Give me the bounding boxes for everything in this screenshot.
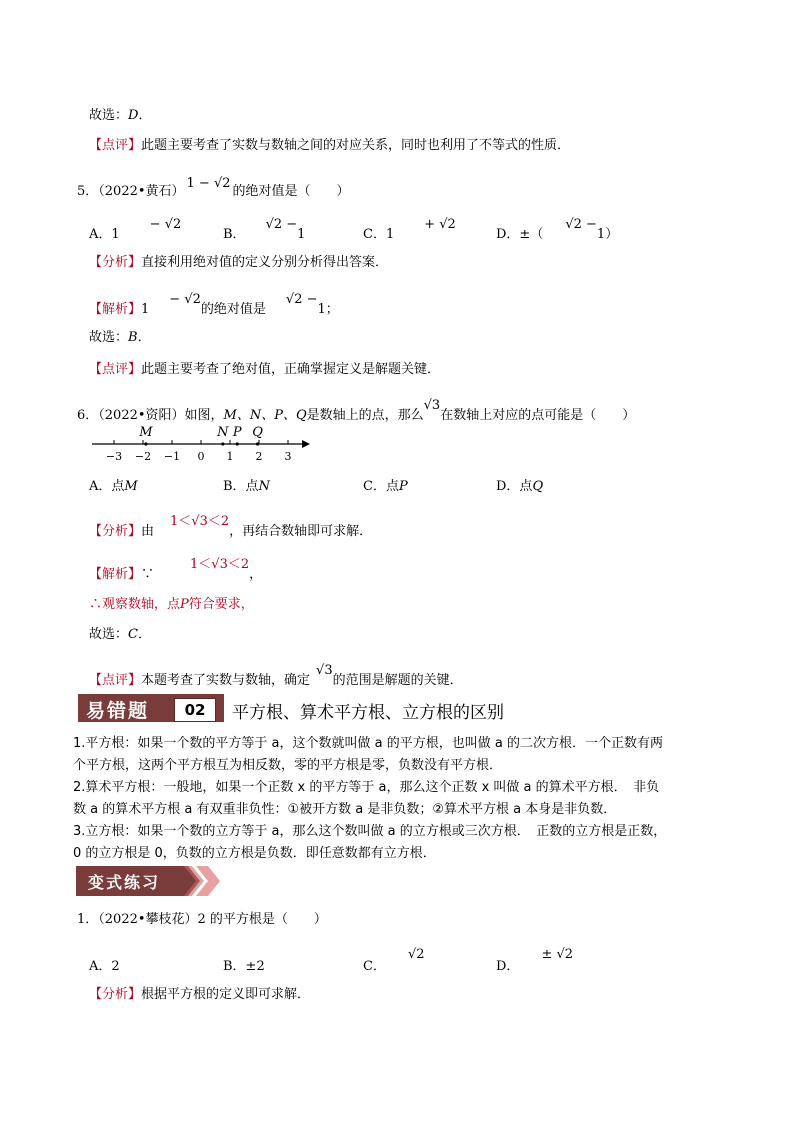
q5-analysis [89,251,388,270]
section-paragraph: 数 a 的算术平方根 a 有双重非负性：①被开方数 a 是非负数；②算术平方根 a 本身是非负数． [73,802,617,817]
q6-option-d-point: Q [532,479,544,494]
q6-analysis-pre: 由 [141,524,155,539]
q5-solution [89,292,339,317]
q6-comment-expr: √3 [316,663,333,678]
q5-answer: 故选：B． [89,330,151,345]
q6-option-c[interactable] [363,475,408,494]
p1-stem: 1．（2022•攀枝花）2 的平方根是（ ） [77,912,327,927]
p1-analysis-text: 根据平方根的定义即可求解． [141,987,311,1002]
q5-option-b[interactable] [223,217,306,242]
q6-stem-prefix: 6．（2022•资阳）如图， [77,408,224,423]
q5-solution-end: 1； [317,302,339,317]
q6-stem-suffix: 在数轴上对应的点可能是（ ） [440,408,636,423]
answer-letter: D [128,108,139,123]
q5-comment [89,358,440,377]
comment-text: 此题主要考查了实数与数轴之间的对应关系，同时也利用了不等式的性质． [141,138,571,153]
q6-solution-post: ， [249,567,263,582]
q5-answer-letter: B [128,330,138,345]
q6-option-b[interactable] [223,475,270,494]
p1-option-b-label: B．±2 [223,959,265,974]
number-line-point-label: N [217,425,229,440]
q6-option-c-label: C．点 [363,479,399,494]
q5-option-d-expr: √2 − [565,217,597,232]
q6-option-a[interactable] [89,475,138,494]
q5-comment-text: 此题主要考查了绝对值，正确掌握定义是解题关键． [141,362,441,377]
q5-option-c[interactable] [363,217,456,242]
q5-solution-a: 1 [141,302,150,317]
p1-option-c-expr: √2 [407,947,425,962]
q6-solution [89,557,263,582]
q5-stem-expr: 1 − √2 [186,176,231,191]
q5-option-c-expr: + √2 [424,217,456,232]
q6-solution-tag: 【解析】 [89,567,142,582]
p1-option-d-label: D． [496,959,520,974]
q6-option-b-point: N [258,479,270,494]
p1-option-d-expr: ± √2 [541,947,574,962]
number-line-point [144,442,147,445]
section-badge: 易错题 [86,700,150,722]
p1-option-a[interactable] [89,955,120,974]
number-line-point-label: M [139,425,153,440]
q6-option-c-point: P [398,479,408,494]
number-line-point [256,442,259,445]
q5-option-b-tail: 1 [297,227,306,242]
q6-stem-mid: 是数轴上的点，那么 [306,408,424,423]
q5-option-a[interactable] [89,217,182,242]
q6-solution-expr: 1＜√3＜2 [190,557,250,572]
q5-stem-suffix: 的绝对值是（ ） [232,184,350,199]
q5-solution-expr: − √2 [169,292,201,307]
q6-option-b-label: B．点 [223,479,259,494]
p1-option-a-label: A．2 [89,959,120,974]
number-line-arrow [302,440,310,448]
q6-therefore-point: P [180,597,189,612]
q6-analysis-post: ，再结合数轴即可求解． [229,524,373,539]
number-line-tick-label: 3 [284,450,292,463]
q6-answer: 故选：C． [89,627,151,642]
number-line-point-label: Q [252,425,263,440]
q5-option-b-label: B． [223,227,246,242]
section-paragraph: 3.立方根：如果一个数的立方等于 a，那么这个数叫做 a 的立方根或三次方根． 正数的立方根是正数， [73,824,667,839]
section-number: 02 [174,698,216,722]
q6-comment-post: 的范围是解题的关键． [332,673,463,688]
q6-stem-points: M、N、P、Q [223,408,307,423]
q5-option-d-tail: 1） [596,227,619,242]
q6-analysis-expr: 1＜√3＜2 [170,514,230,529]
section-paragraph: 0 的立方根是 0，负数的立方根是负数．即任意数都有立方根． [73,846,436,861]
number-line-point-label: P [232,425,242,440]
q5-solution-res: √2 − [285,292,318,307]
q6-comment-tag: 【点评】 [89,673,142,688]
number-line-point [236,442,239,445]
p1-option-c-label: C． [363,959,386,974]
q6-answer-label: 故选： [89,627,129,642]
q6-therefore-post: 符合要求， [188,597,254,612]
p1-analysis-tag: 【分析】 [89,987,142,1002]
q6-comment-pre: 本题考查了实数与数轴，确定 [141,673,311,688]
section-paragraph: 2.算术平方根：一般地，如果一个正数 x 的平方等于 a，那么这个正数 x 叫做 a 的算术平方根． 非负 [73,780,660,795]
section-paragraph: 个平方根，这两个平方根互为相反数，零的平方根是零，负数没有平方根． [73,758,503,773]
q6-therefore [89,593,254,612]
practice-label: 变式练习 [88,873,161,892]
q6-stem-expr: √3 [423,398,441,413]
p1-option-d[interactable] [496,947,574,974]
section-body [73,733,666,865]
section-paragraph: 1.平方根：如果一个数的平方等于 a，这个数就叫做 a 的平方根，也叫做 a 的二次方根．一个正数有两 [73,736,663,751]
q6-option-d-label: D．点 [496,479,533,494]
number-line-tick-label: 0 [197,450,205,463]
q5-option-a-expr: − √2 [149,217,182,232]
number-line-tick-label: −3 [105,450,123,463]
q5-stem-prefix: 5．（2022•黄石） [77,184,185,199]
q5-answer-label: 故选： [89,330,129,345]
q6-option-a-label: A．点 [89,479,125,494]
answer-label: 故选： [89,108,129,123]
q5-option-a-label: A．1 [89,227,120,242]
p1-option-b[interactable] [223,955,265,974]
number-line-tick-label: 1 [226,450,234,463]
answer-line: 故选：D． [89,108,152,123]
q5-option-d[interactable] [496,217,619,242]
q5-analysis-text: 直接利用绝对值的定义分别分析得出答案． [141,255,389,270]
comment-line [89,134,570,153]
number-line-tick-label: 2 [255,450,263,463]
number-line-point [221,442,224,445]
number-line-tick-label: −1 [163,450,181,463]
q6-option-a-point: M [124,479,138,494]
q5-solution-tag: 【解析】 [89,302,142,317]
p1-analysis [89,983,310,1002]
q5-stem [77,176,350,199]
q5-option-c-label: C．1 [363,227,395,242]
q6-analysis-tag: 【分析】 [89,524,142,539]
comment-tag: 【点评】 [89,138,142,153]
q5-option-d-label: D．±（ [496,227,544,242]
q6-analysis [89,514,373,539]
q6-therefore-pre: ∴观察数轴，点 [89,597,181,612]
q6-answer-letter: C [128,627,138,642]
number-line-tick-label: −2 [134,450,152,463]
q5-comment-tag: 【点评】 [89,362,142,377]
q5-analysis-tag: 【分析】 [89,255,142,270]
p1-option-c[interactable] [363,947,425,974]
q6-solution-pre: ∵ [141,567,155,582]
number-line [88,420,318,464]
q5-solution-mid: 的绝对值是 [200,302,266,317]
q5-option-b-expr: √2 − [265,217,298,232]
section-title: 平方根、算术平方根、立方根的区别 [232,703,504,723]
q6-comment [89,663,463,688]
q6-option-d[interactable] [496,475,543,494]
